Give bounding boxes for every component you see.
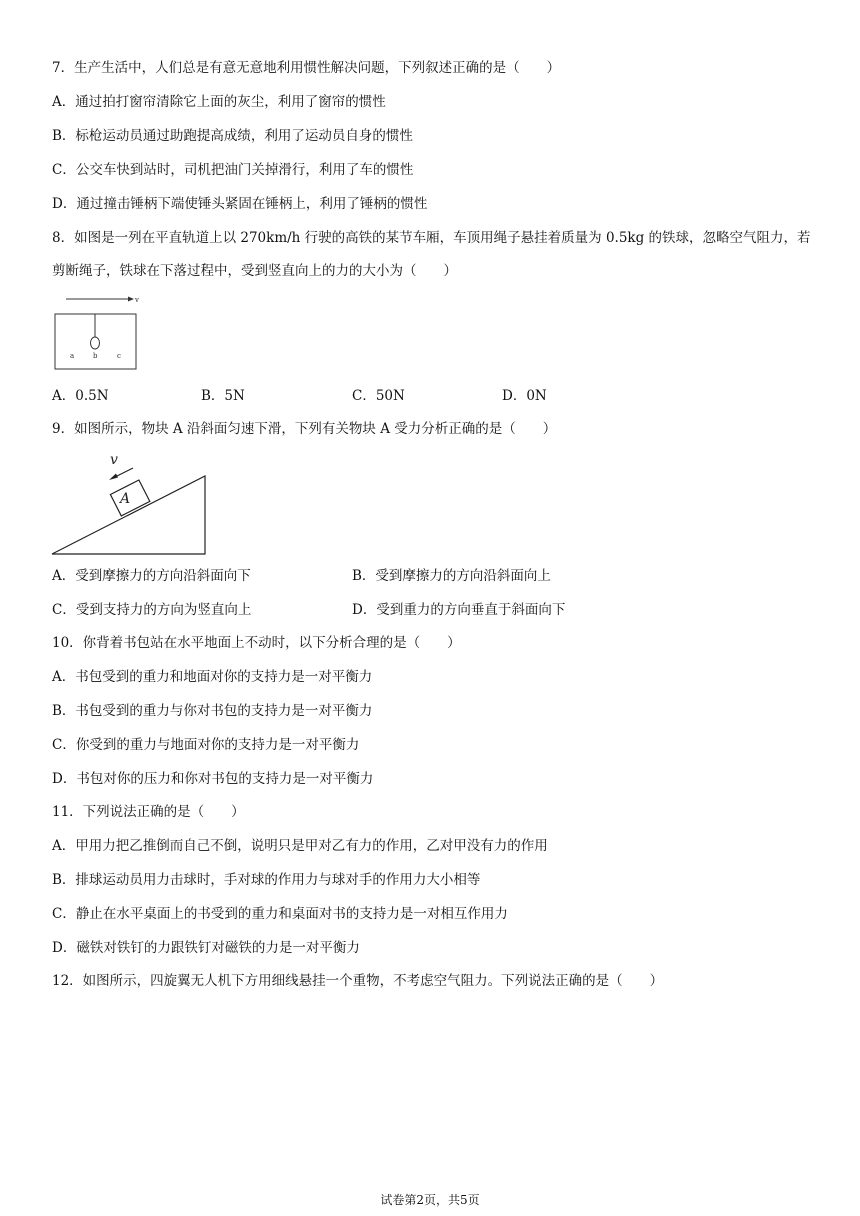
q11-option-b: B．排球运动员用力击球时，手对球的作用力与球对手的作用力大小相等 — [52, 872, 481, 888]
q10-option-c: C．你受到的重力与地面对你的支持力是一对平衡力 — [52, 737, 360, 753]
page-footer: 试卷第2页，共5页 — [380, 1193, 480, 1207]
q8-label-b: b — [93, 352, 98, 360]
q11-option-d: D．磁铁对铁钉的力跟铁钉对磁铁的力是一对平衡力 — [52, 940, 360, 956]
q9-option-c: C．受到支持力的方向为竖直向上 — [52, 602, 252, 618]
q7-option-a: A．通过拍打窗帘清除它上面的灰尘，利用了窗帘的惯性 — [52, 94, 386, 110]
q9-arrow-head — [109, 474, 118, 481]
q9-stem: 9．如图所示，物块 A 沿斜面匀速下滑，下列有关物块 A 受力分析正确的是（ ） — [52, 421, 557, 437]
q12-stem: 12．如图所示，四旋翼无人机下方用细线悬挂一个重物，不考虑空气阻力。下列说法正确的是（ ） — [52, 973, 664, 989]
q9-option-a: A．受到摩擦力的方向沿斜面向下 — [52, 568, 251, 584]
q7-stem: 7．生产生活中，人们总是有意无意地利用惯性解决问题，下列叙述正确的是（ ） — [52, 60, 561, 76]
q8-velocity-label: v — [135, 296, 139, 304]
q9-option-d: D．受到重力的方向垂直于斜面向下 — [352, 602, 566, 618]
q8-option-b: B．5N — [201, 388, 245, 404]
q11-stem: 11．下列说法正确的是（ ） — [52, 804, 245, 820]
q8-label-c: c — [117, 352, 121, 360]
q8-option-c: C．50N — [352, 388, 405, 404]
q7-option-b: B．标枪运动员通过助跑提高成绩，利用了运动员自身的惯性 — [52, 128, 413, 144]
q10-option-d: D．书包对你的压力和你对书包的支持力是一对平衡力 — [52, 771, 374, 787]
q8-train-car-figure — [50, 292, 142, 372]
q8-option-a: A．0.5N — [52, 388, 109, 404]
q7-option-c: C．公交车快到站时，司机把油门关掉滑行，利用了车的惯性 — [52, 162, 414, 178]
q10-option-a: A．书包受到的重力和地面对你的支持力是一对平衡力 — [52, 669, 373, 685]
q8-stem: 8．如图是一列在平直轨道上以 270km/h 行驶的高铁的某节车厢，车顶用绳子悬挂着质量为 0.5kg 的铁球，忽略空气阻力，若剪断绳子，铁球在下落过程中，受到竖直向上的力的大小为（ ） — [52, 230, 811, 279]
q8-arrow-head — [128, 297, 134, 302]
q10-option-b: B．书包受到的重力与你对书包的支持力是一对平衡力 — [52, 703, 373, 719]
q11-option-a: A．甲用力把乙推倒而自己不倒，说明只是甲对乙有力的作用，乙对甲没有力的作用 — [52, 838, 548, 854]
q9-incline — [52, 476, 205, 554]
q10-stem: 10．你背着书包站在水平地面上不动时，以下分析合理的是（ ） — [52, 635, 461, 651]
q8-iron-ball — [91, 337, 100, 349]
q9-option-b: B．受到摩擦力的方向沿斜面向上 — [352, 568, 551, 584]
q8-option-d: D．0N — [502, 388, 547, 404]
q8-label-a: a — [70, 352, 75, 360]
q9-incline-figure — [50, 449, 210, 557]
q7-option-d: D．通过撞击锤柄下端使锤头紧固在锤柄上，利用了锤柄的惯性 — [52, 196, 428, 212]
q11-option-c: C．静止在水平桌面上的书受到的重力和桌面对书的支持力是一对相互作用力 — [52, 906, 508, 922]
q9-block-label: A — [120, 491, 131, 507]
q9-velocity-label: v — [110, 452, 118, 468]
